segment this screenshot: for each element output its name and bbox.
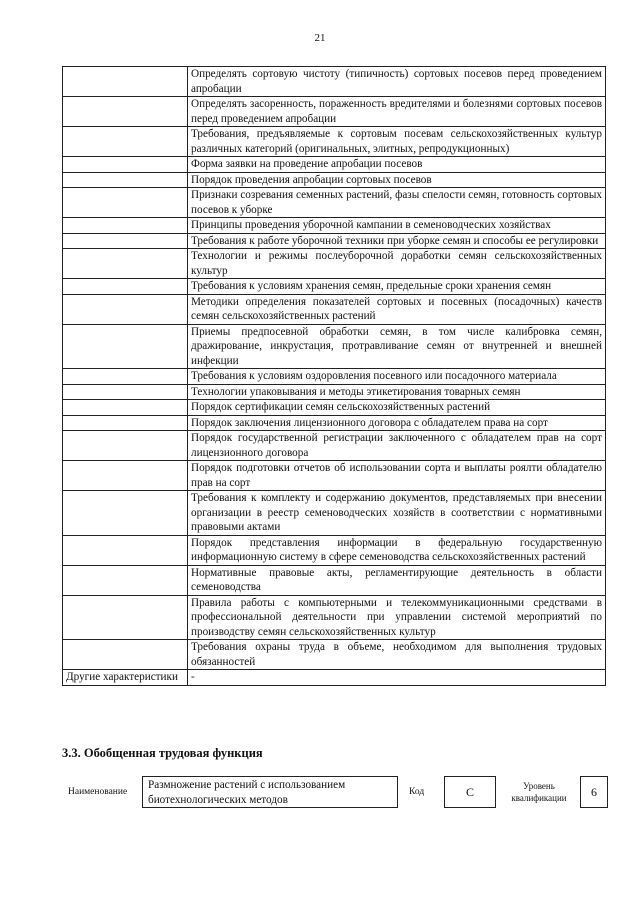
knowledge-cell: Технологии упаковывания и методы этикетирования товарных семян <box>188 384 606 400</box>
knowledge-cell: Требования к работе уборочной техники при уборке семян и способы ее регулировки <box>188 233 606 249</box>
section-heading: 3.3. Обобщенная трудовая функция <box>62 746 263 760</box>
empty-label-cell <box>63 294 188 324</box>
table-row <box>63 294 606 324</box>
knowledge-cell: Требования к условиям оздоровления посевного или посадочного материала <box>188 369 606 385</box>
empty-label-cell <box>63 127 188 157</box>
table-row <box>63 640 606 670</box>
table-row <box>63 369 606 385</box>
knowledge-cell: Требования охраны труда в объеме, необходимом для выполнения трудовых обязанностей <box>188 640 606 670</box>
knowledge-cell: Признаки созревания семенных растений, фазы спелости семян, готовность сортовых посевов к уборке <box>188 188 606 218</box>
empty-label-cell <box>63 415 188 431</box>
knowledge-cell: Порядок государственной регистрации заключенного с обладателем прав на сорт лицензионного договора <box>188 431 606 461</box>
table-row <box>63 97 606 127</box>
knowledge-cell: Порядок подготовки отчетов об использовании сорта и выплаты роялти обладателю прав на сорт <box>188 461 606 491</box>
requirements-table <box>62 66 606 686</box>
level-value-box: 6 <box>580 776 608 808</box>
other-characteristics-row <box>63 670 606 686</box>
knowledge-cell: Правила работы с компьютерными и телекоммуникационными средствами в профессиональной деятельности при управлении системой мероприятий по производству семян сельскохозяйственных культур <box>188 595 606 640</box>
knowledge-cell: Порядок представления информации в федеральную государственную информационную систему в сфере семеноводства сельскохозяйственных растений <box>188 535 606 565</box>
knowledge-cell: Принципы проведения уборочной кампании в семеноводческих хозяйствах <box>188 218 606 234</box>
generalized-function-row <box>62 776 608 810</box>
table-row <box>63 172 606 188</box>
knowledge-cell: Форма заявки на проведение апробации посевов <box>188 157 606 173</box>
empty-label-cell <box>63 218 188 234</box>
empty-label-cell <box>63 400 188 416</box>
empty-label-cell <box>63 461 188 491</box>
empty-label-cell <box>63 97 188 127</box>
table-row <box>63 565 606 595</box>
table-row <box>63 188 606 218</box>
empty-label-cell <box>63 535 188 565</box>
empty-label-cell <box>63 369 188 385</box>
empty-label-cell <box>63 157 188 173</box>
knowledge-cell: Технологии и режимы послеуборочной доработки семян сельскохозяйственных культур <box>188 249 606 279</box>
table-row <box>63 67 606 97</box>
table-row <box>63 218 606 234</box>
other-characteristics-value: - <box>188 670 606 686</box>
table-row <box>63 415 606 431</box>
empty-label-cell <box>63 431 188 461</box>
empty-label-cell <box>63 279 188 295</box>
knowledge-cell: Требования к условиям хранения семян, предельные сроки хранения семян <box>188 279 606 295</box>
table-row <box>63 324 606 369</box>
knowledge-cell: Порядок заключения лицензионного договора с обладателем права на сорт <box>188 415 606 431</box>
knowledge-cell: Определять засоренность, пораженность вредителями и болезнями сортовых посевов перед проведением апробации <box>188 97 606 127</box>
knowledge-cell: Определять сортовую чистоту (типичность) сортовых посевов перед проведением апробации <box>188 67 606 97</box>
knowledge-cell: Методики определения показателей сортовых и посевных (посадочных) качеств семян сельскохозяйственных растений <box>188 294 606 324</box>
knowledge-cell: Нормативные правовые акты, регламентирующие деятельность в области семеноводства <box>188 565 606 595</box>
table-row <box>63 400 606 416</box>
table-row <box>63 249 606 279</box>
empty-label-cell <box>63 640 188 670</box>
knowledge-cell: Требования, предъявляемые к сортовым посевам сельскохозяйственных культур различных категорий (оригинальных, элитных, репродукционных) <box>188 127 606 157</box>
empty-label-cell <box>63 249 188 279</box>
other-characteristics-label: Другие характеристики <box>63 670 188 686</box>
level-label: Уровень квалификации <box>511 781 567 803</box>
empty-label-cell <box>63 172 188 188</box>
empty-label-cell <box>63 565 188 595</box>
knowledge-cell: Требования к комплекту и содержанию документов, представляемых при внесении организации в реестр семеноводческих хозяйств в соответствии с нормативными правовыми актами <box>188 491 606 536</box>
empty-label-cell <box>63 324 188 369</box>
empty-label-cell <box>63 384 188 400</box>
table-row <box>63 127 606 157</box>
table-row <box>63 461 606 491</box>
table-row <box>63 279 606 295</box>
table-row <box>63 431 606 461</box>
table-row <box>63 491 606 536</box>
page-number: 21 <box>314 32 326 44</box>
table-row <box>63 384 606 400</box>
code-label: Код <box>409 787 425 797</box>
knowledge-cell: Порядок проведения апробации сортовых посевов <box>188 172 606 188</box>
table-row <box>63 157 606 173</box>
knowledge-cell: Приемы предпосевной обработки семян, в том числе калибровка семян, дражирование, инкрустация, протравливание семян от внутренней и внешней инфекции <box>188 324 606 369</box>
empty-label-cell <box>63 595 188 640</box>
table-row <box>63 595 606 640</box>
empty-label-cell <box>63 491 188 536</box>
empty-label-cell <box>63 188 188 218</box>
table-row <box>63 233 606 249</box>
empty-label-cell <box>63 67 188 97</box>
knowledge-cell: Порядок сертификации семян сельскохозяйственных растений <box>188 400 606 416</box>
name-label: Наименование <box>68 787 128 797</box>
code-value-box: С <box>444 776 496 808</box>
empty-label-cell <box>63 233 188 249</box>
table-row <box>63 535 606 565</box>
name-value-box: Размножение растений с использованием биотехнологических методов <box>142 776 398 808</box>
